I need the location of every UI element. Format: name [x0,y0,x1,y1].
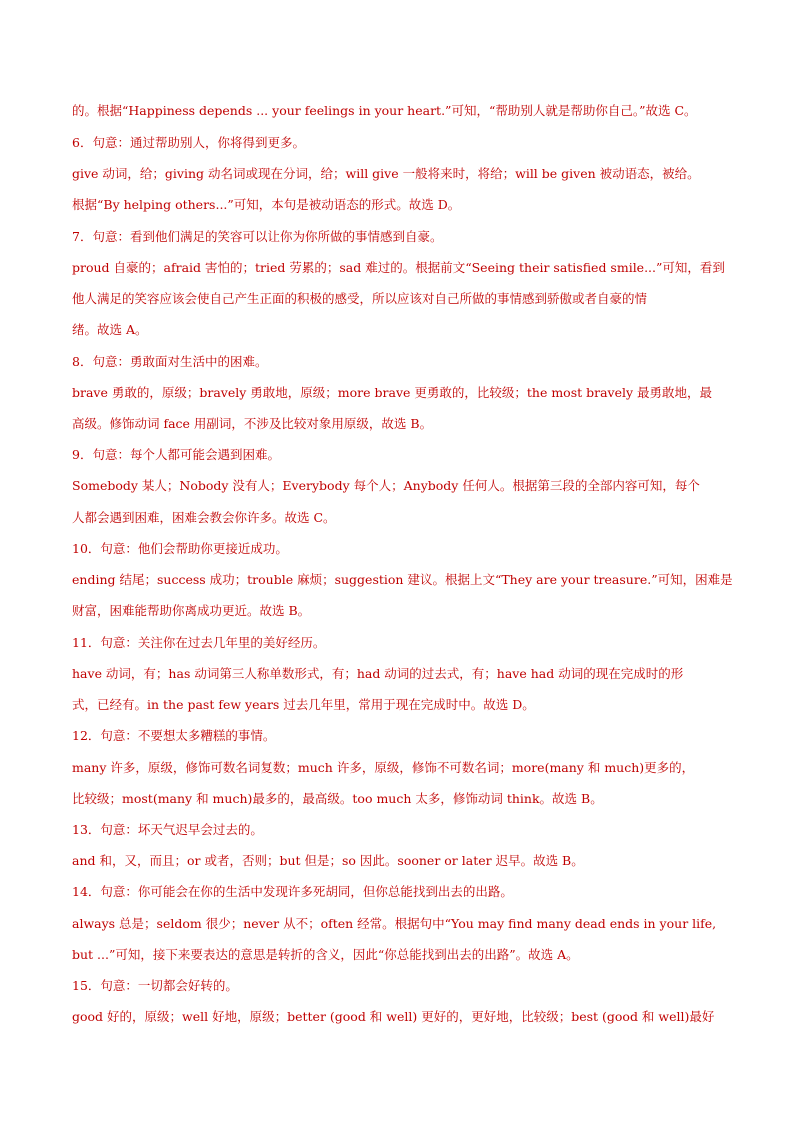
text-line: 高级。修饰动词 face 用副词，不涉及比较对象用原级，故选 B。 [72,416,433,431]
text-line: have 动词，有；has 动词第三人称单数形式，有；had 动词的过去式，有；have had 动词的现在完成时的形 [72,666,684,681]
question-15-heading: 15．句意：一切都会好转的。 [72,978,238,993]
text-line: 式，已经有。in the past few years 过去几年里，常用于现在完成时中。故选 D。 [72,697,535,712]
text-line: 比较级；most(many 和 much)最多的，最高级。too much 太多，修饰动词 think。故选 B。 [72,791,603,806]
text-line: 人都会遇到困难，困难会教会你许多。故选 C。 [72,510,336,525]
question-14-heading: 14．句意：你可能会在你的生活中发现许多死胡同，但你总能找到出去的出路。 [72,884,513,899]
question-11-heading: 11．句意：关注你在过去几年里的美好经历。 [72,635,326,650]
text-line: but ...”可知，接下来要表达的意思是转折的含义，因此“你总能找到出去的出路”。故选 A。 [72,947,579,962]
question-10-heading: 10．句意：他们会帮助你更接近成功。 [72,541,288,556]
question-13-heading: 13．句意：坏天气迟早会过去的。 [72,822,263,837]
text-line: ending 结尾；success 成功；trouble 麻烦；suggestion 建议。根据上文“They are your treasure.”可知，困难是 [72,572,733,587]
text-line: Somebody 某人；Nobody 没有人；Everybody 每个人；Anybody 任何人。根据第三段的全部内容可知，每个 [72,478,700,493]
text-line: give 动词，给；giving 动名词或现在分词，给；will give 一般将来时，将给；will be given 被动语态，被给。 [72,166,700,181]
text-line: 的。根据“Happiness depends ... your feelings in your heart.”可知，“帮助别人就是帮助你自己。”故选 C。 [72,103,697,118]
question-9-heading: 9．句意：每个人都可能会遇到困难。 [72,447,280,462]
question-7-heading: 7．句意：看到他们满足的笑容可以让你为你所做的事情感到自豪。 [72,229,443,244]
text-line: and 和，又，而且；or 或者，否则；but 但是；so 因此。sooner or later 迟早。故选 B。 [72,853,584,868]
text-line: 财富，困难能帮助你离成功更近。故选 B。 [72,603,311,618]
text-line: always 总是；seldom 很少；never 从不；often 经常。根据句中“You may find many dead ends in your life, [72,916,717,931]
text-line: many 许多，原级，修饰可数名词复数；much 许多，原级，修饰不可数名词；more(many 和 much)更多的， [72,760,695,775]
question-8-heading: 8．句意：勇敢面对生活中的困难。 [72,354,268,369]
text-line: 根据“By helping others...”可知，本句是被动语态的形式。故选 D。 [72,197,461,212]
text-line: 他人满足的笑容应该会使自己产生正面的积极的感受，所以应该对自己所做的事情感到骄傲或者自豪的情 [72,291,648,306]
text-line: brave 勇敢的，原级；bravely 勇敢地，原级；more brave 更勇敢的，比较级；the most bravely 最勇敢地，最 [72,385,713,400]
text-line: proud 自豪的；afraid 害怕的；tried 劳累的；sad 难过的。根据前文“Seeing their satisfied smile...”可知，看到 [72,260,725,275]
text-line: 绪。故选 A。 [72,322,148,337]
text-line: good 好的，原级；well 好地，原级；better (good 和 well) 更好的，更好地，比较级；best (good 和 well)最好 [72,1009,715,1024]
question-12-heading: 12．句意：不要想太多糟糕的事情。 [72,728,276,743]
question-6-heading: 6．句意：通过帮助别人，你将得到更多。 [72,135,305,150]
